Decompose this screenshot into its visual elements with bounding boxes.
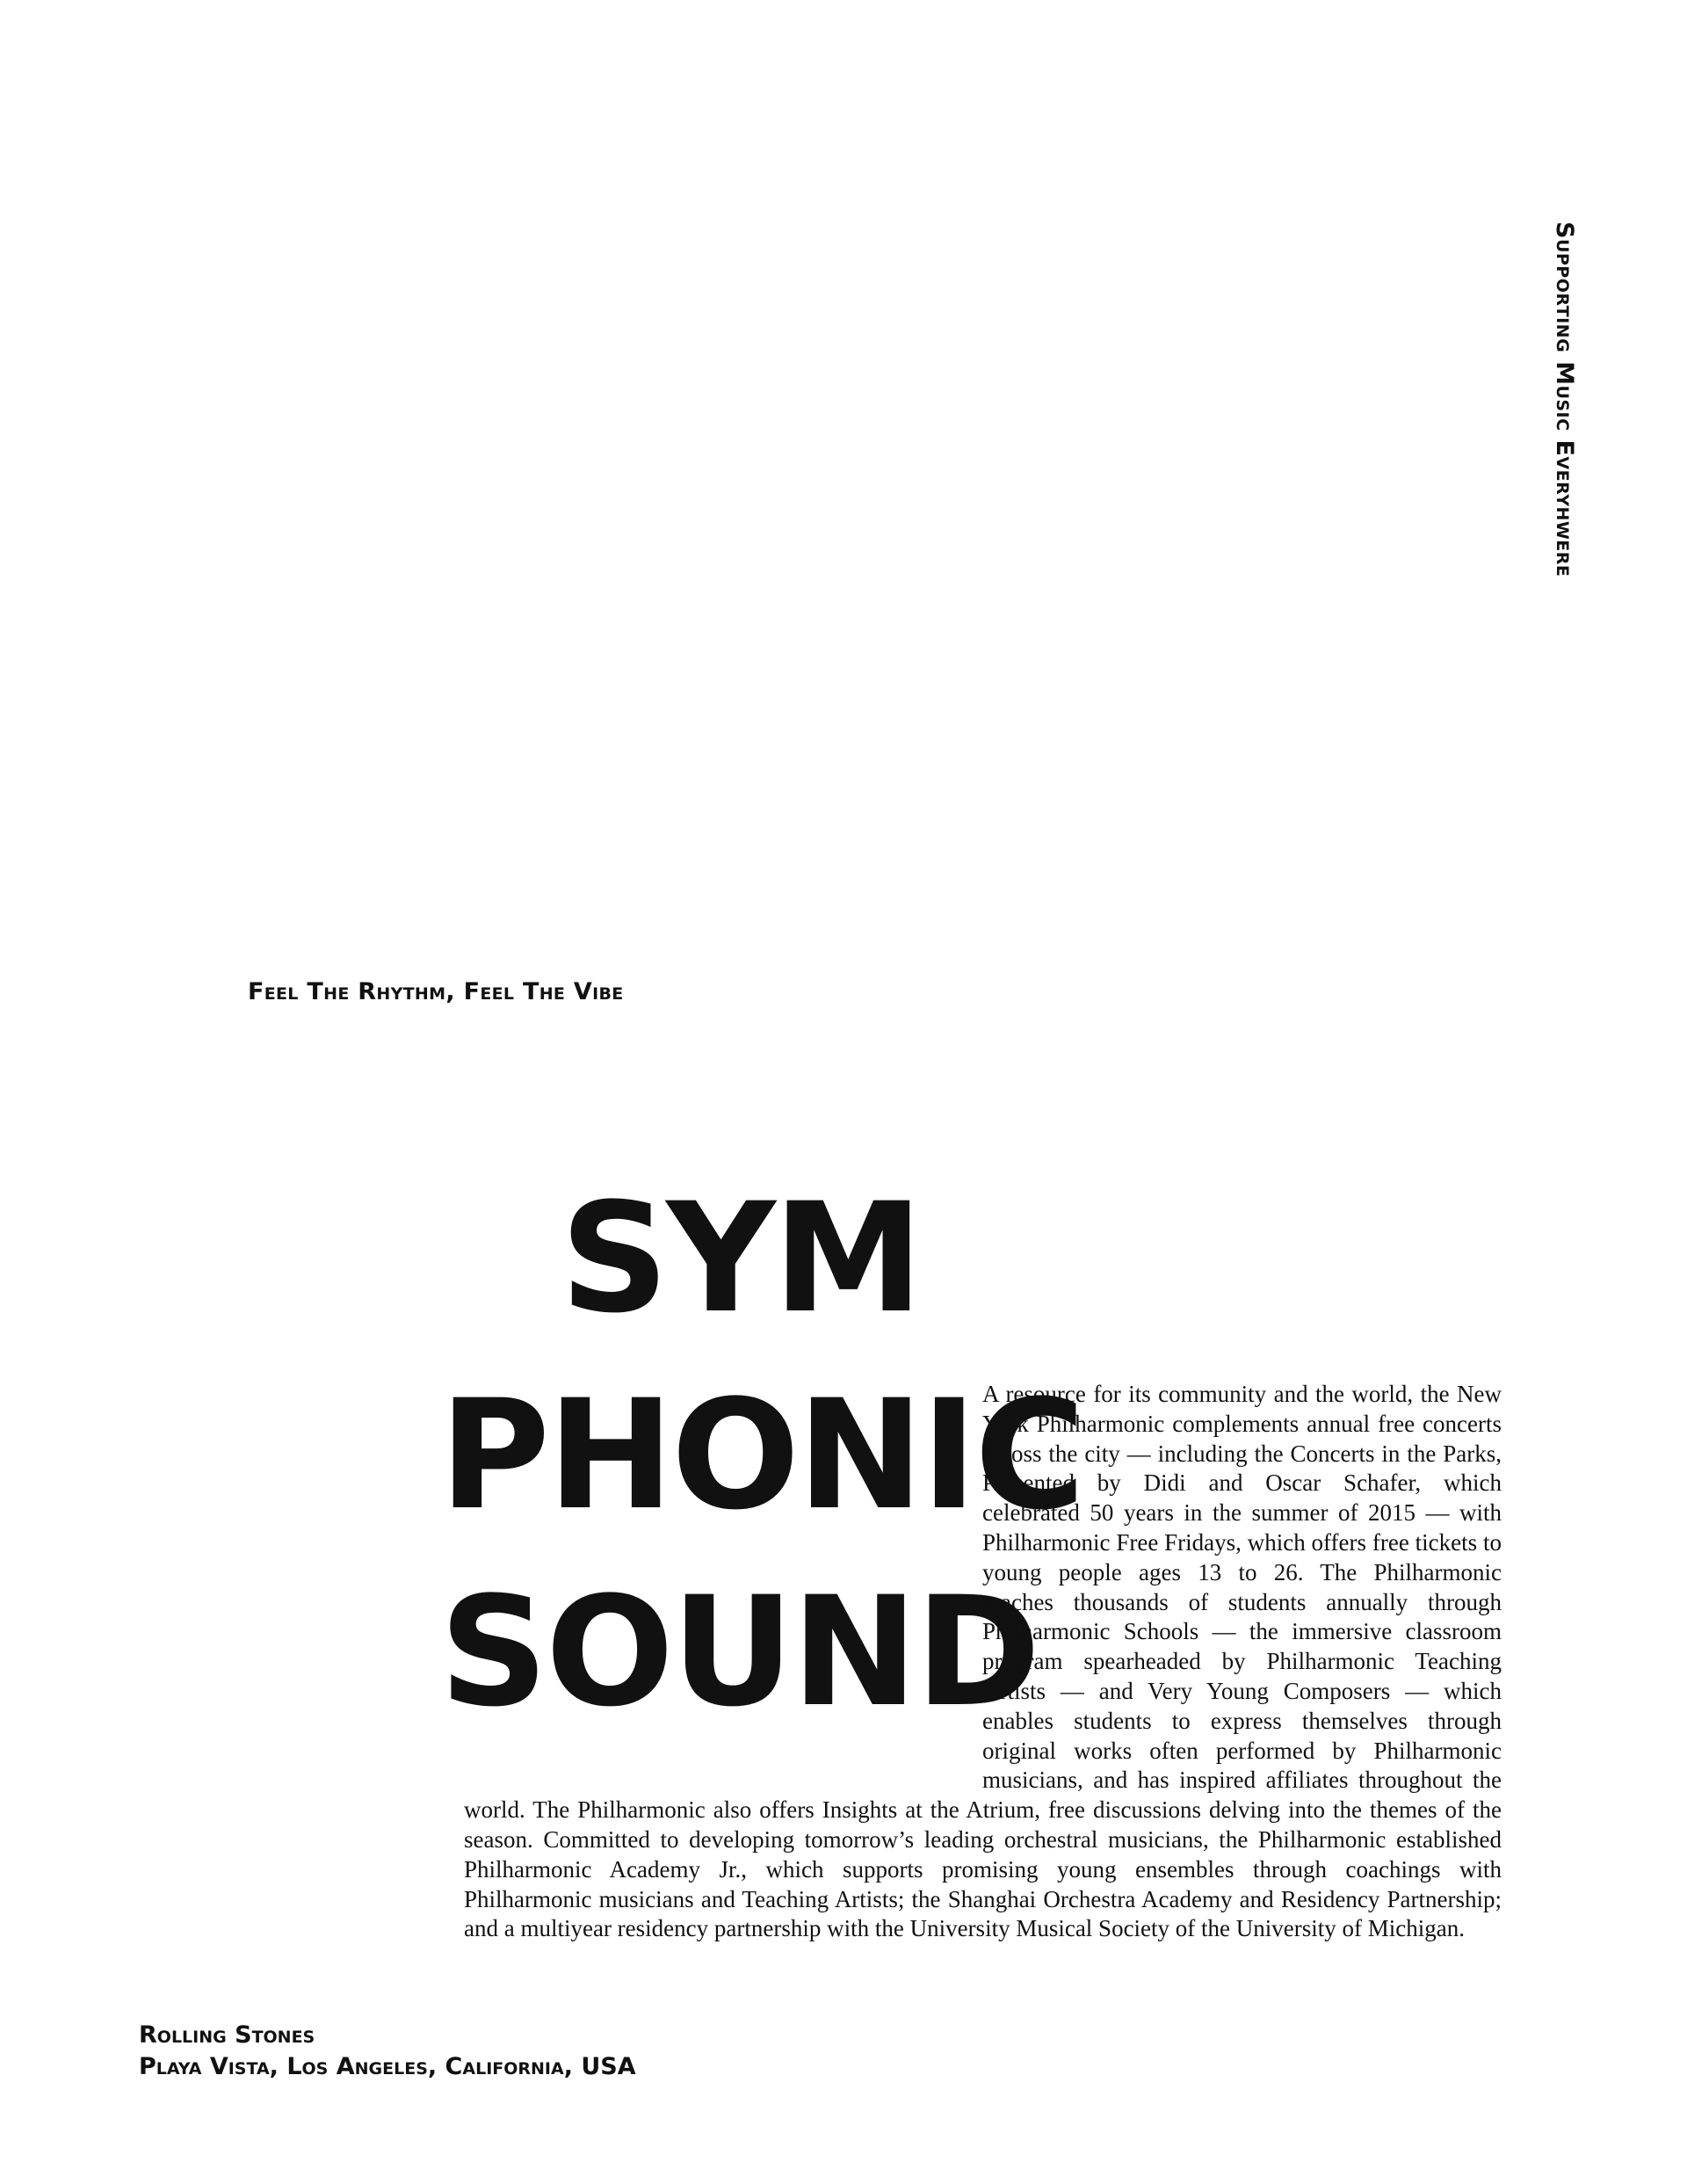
footer-name: Rolling Stones bbox=[139, 2021, 315, 2049]
headline-line-2: PHONIC bbox=[439, 1367, 1083, 1543]
footer bbox=[139, 2020, 636, 2083]
footer-location: Playa Vista, Los Angeles, California, USA bbox=[139, 2053, 636, 2080]
tagline: Feel The Rhythm, Feel The Vibe bbox=[248, 978, 624, 1005]
headline-line-1: SYM bbox=[560, 1170, 921, 1346]
body-text: A resource for its community and the world, the New York Philharmonic complements annual free concerts across the city — including the Concerts in the Parks, Presented by Didi and Oscar Schafer, which celebrated 50 years in the summer of 2015 — with Philharmonic Free Fridays, which offers free tickets to young people ages 13 to 26. The Philharmonic reaches thousands of students annually through Philharmonic Schools — the immersive classroom program spearheaded by Philharmonic Teaching Artists — and Very Young Composers — which enables students to express themselves through original works often performed by Philharmonic musicians, and has inspired affiliates throughout the world. The Philharmonic also offers Insights at the Atrium, free discussions delving into the themes of the season. Committed to developing tomorrow’s leading orchestral musicians, the Philharmonic established Philharmonic Academy Jr., which supports promising young ensembles through coachings with Philharmonic musicians and Teaching Artists; the Shanghai Orchestra Academy and Residency Partnership; and a multiyear residency partnership with the University Musical Society of the University of Michigan. bbox=[464, 1381, 1502, 1942]
headline-line-3: SOUND bbox=[439, 1564, 1039, 1740]
headline-spacer bbox=[464, 1380, 982, 1767]
body-copy bbox=[464, 1380, 1502, 1944]
side-tag: Supporting Music Everyhwere bbox=[1551, 221, 1578, 577]
